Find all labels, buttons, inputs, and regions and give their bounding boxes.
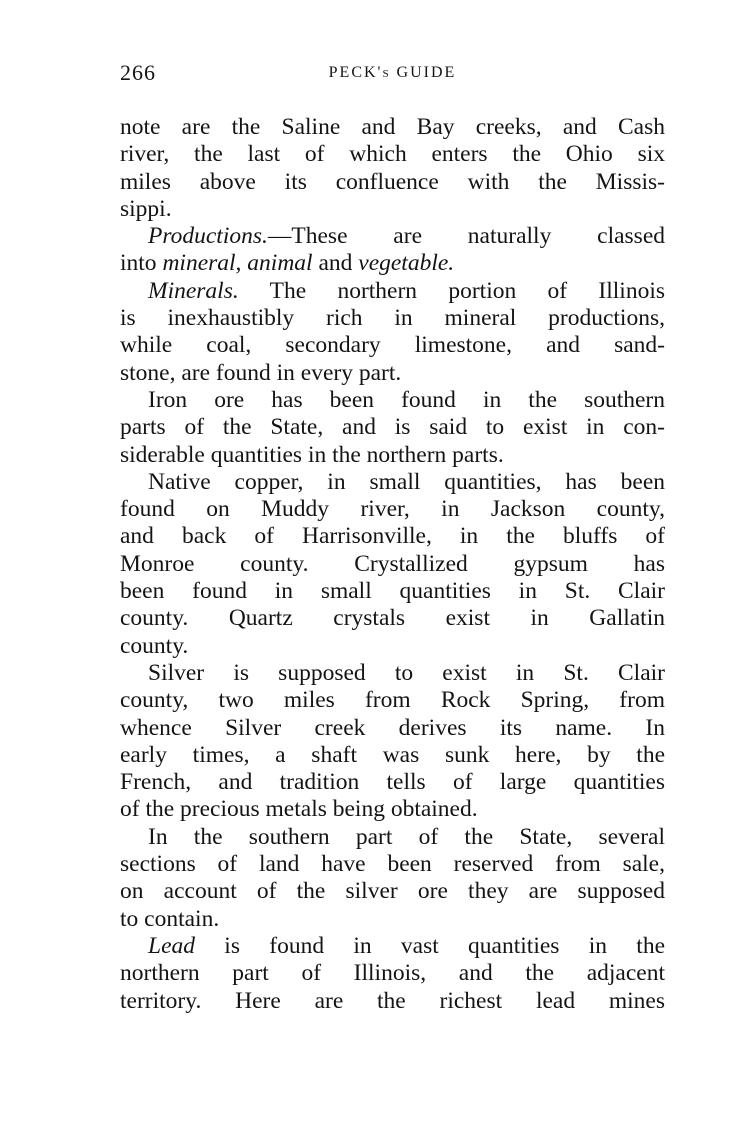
text-line: to contain. xyxy=(120,905,220,932)
text-line: sippi. xyxy=(120,195,172,222)
text-line: county, two miles from Rock Spring, from xyxy=(120,687,665,714)
text-line: early times, a shaft was sunk here, by the xyxy=(120,741,665,768)
text-line: Silver is supposed to exist in St. Clair xyxy=(148,659,665,686)
text-run: is found in vast quantities in the xyxy=(195,932,665,959)
text-line: on account of the silver ore they are supposed xyxy=(120,878,665,905)
text-line: whence Silver creek derives its name. In xyxy=(120,714,665,741)
page-header xyxy=(120,60,665,90)
text-line: In the southern part of the State, several xyxy=(148,823,665,850)
text-line: territory. Here are the richest lead mines xyxy=(120,987,665,1014)
text-run: into xyxy=(120,250,163,277)
text-line: sections of land have been reserved from sale, xyxy=(120,851,665,878)
text-line: of the precious metals being obtained. xyxy=(120,796,478,823)
text-line: county. xyxy=(120,632,189,659)
text-line: note are the Saline and Bay creeks, and Cash xyxy=(120,114,665,140)
text-run: The northern portion of Illinois xyxy=(238,277,665,304)
text-run: and xyxy=(312,250,359,277)
text-line: been found in small quantities in St. Clair xyxy=(120,578,665,605)
emphasis-text: vegetable. xyxy=(358,250,455,277)
text-line: miles above its confluence with the Missis- xyxy=(120,168,665,195)
text-line xyxy=(120,250,665,277)
text-line: Native copper, in small quantities, has been xyxy=(148,468,665,495)
text-line: siderable quantities in the northern parts. xyxy=(120,441,504,468)
text-run: —These are naturally classed xyxy=(267,223,665,250)
text-line: stone, are found in every part. xyxy=(120,359,402,386)
text-line xyxy=(120,933,665,960)
text-line: and back of Harrisonville, in the bluffs of xyxy=(120,523,665,550)
text-line: Monroe county. Crystallized gypsum has xyxy=(120,550,665,577)
text-line xyxy=(120,278,665,305)
text-line: Iron ore has been found in the southern xyxy=(148,386,665,413)
section-term: Productions. xyxy=(148,223,268,250)
text-line: parts of the State, and is said to exist in con- xyxy=(120,414,665,441)
running-head: PECK's GUIDE xyxy=(328,64,457,81)
body-text xyxy=(120,114,665,1015)
text-line: river, the last of which enters the Ohio six xyxy=(120,141,665,168)
text-line: French, and tradition tells of large quantities xyxy=(120,769,665,796)
section-term: Lead xyxy=(148,932,195,959)
text-line: county. Quartz crystals exist in Gallatin xyxy=(120,605,665,632)
text-line: northern part of Illinois, and the adjacent xyxy=(120,960,665,987)
text-line: is inexhaustibly rich in mineral productions, xyxy=(120,305,665,332)
text-line xyxy=(120,223,665,250)
text-line: while coal, secondary limestone, and sand- xyxy=(120,332,665,359)
emphasis-text: mineral, xyxy=(162,250,242,277)
text-line: found on Muddy river, in Jackson county, xyxy=(120,496,665,523)
page-number: 266 xyxy=(120,60,156,85)
section-term: Minerals. xyxy=(148,277,239,304)
emphasis-text: animal xyxy=(247,250,313,277)
